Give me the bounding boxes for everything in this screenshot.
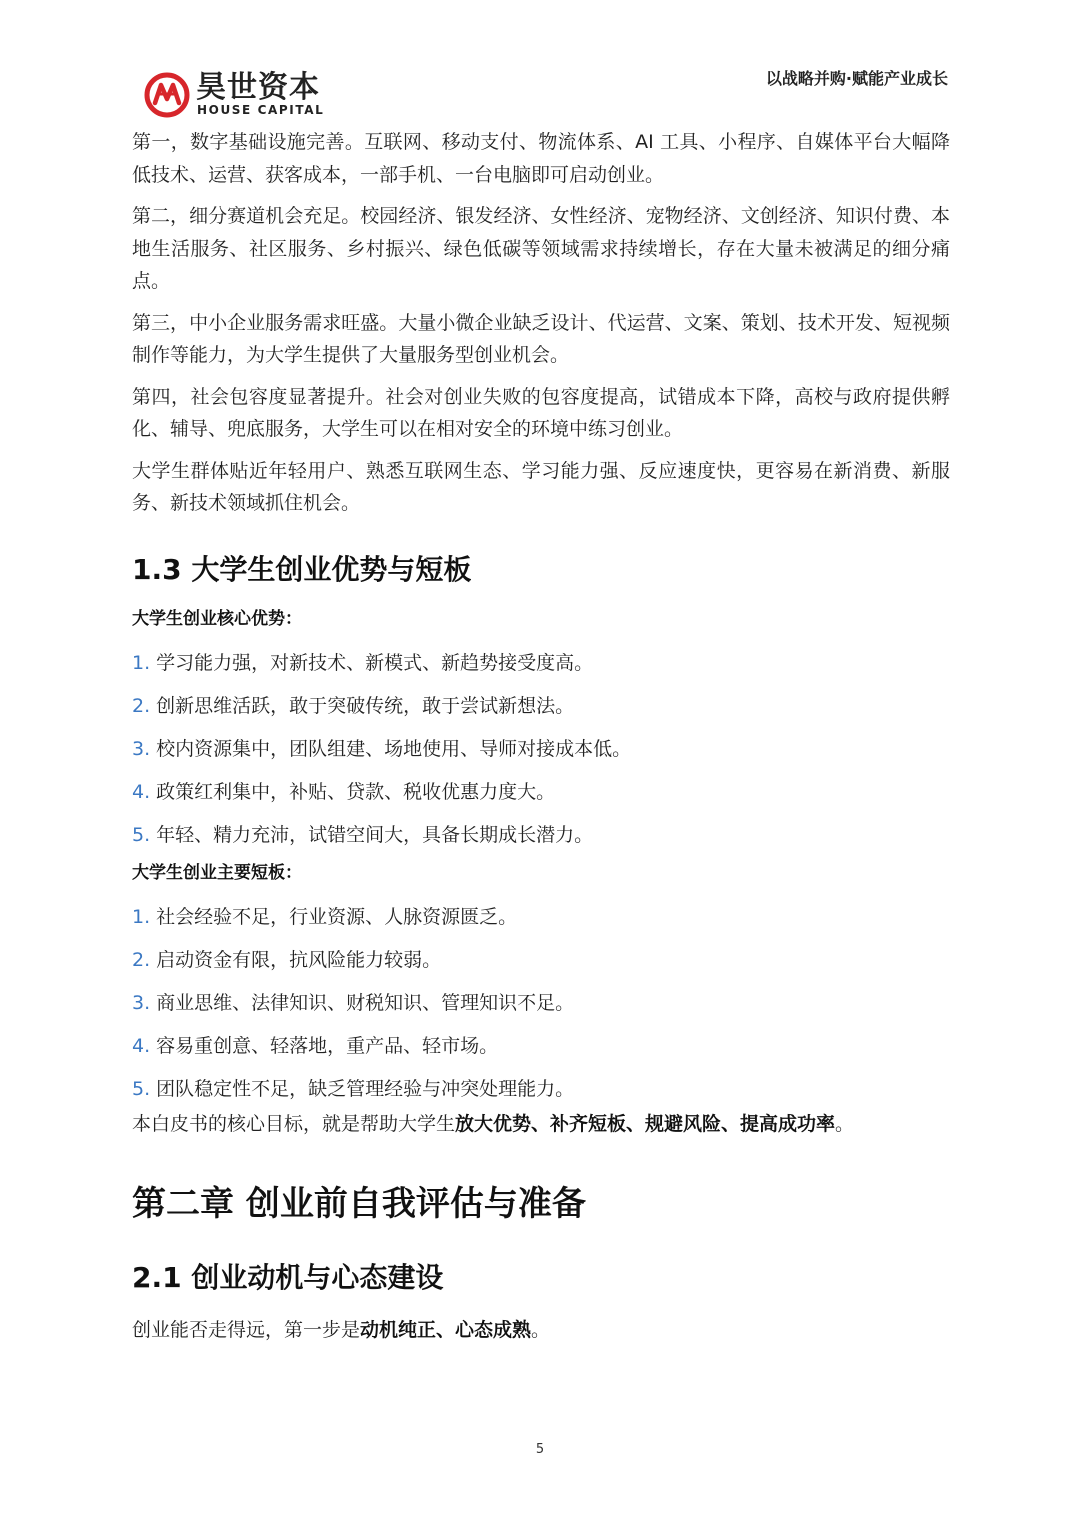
- list-text: 商业思维、法律知识、财税知识、管理知识不足。: [156, 991, 575, 1014]
- logo-english-name: HOUSE CAPITAL: [197, 103, 325, 117]
- list-item: [132, 945, 950, 975]
- list-item: [132, 902, 950, 932]
- list-number: 1.: [132, 905, 151, 928]
- paragraph-fourth-point: 第四，社会包容度显著提升。社会对创业失败的包容度提高，试错成本下降，高校与政府提供孵化、辅导、兜底服务，大学生可以在相对安全的环境中练习创业。: [132, 385, 950, 440]
- list-item: [132, 777, 950, 807]
- list-number: 3.: [132, 737, 151, 760]
- house-capital-logo: [144, 72, 324, 118]
- goal-prefix: 本白皮书的核心目标，就是帮助大学生: [132, 1112, 456, 1135]
- intro-suffix: 。: [531, 1319, 551, 1341]
- list-text: 容易重创意、轻落地，重产品、轻市场。: [156, 1034, 499, 1057]
- list-number: 2.: [132, 694, 151, 717]
- goal-emphasis: 放大优势、补齐短板、规避风险、提高成功率: [455, 1112, 836, 1135]
- list-text: 年轻、精力充沛，试错空间大，具备长期成长潜力。: [156, 823, 594, 846]
- paragraph-summary: 大学生群体贴近年轻用户、熟悉互联网生态、学习能力强、反应速度快，更容易在新消费、新服务、新技术领域抓住机会。: [132, 459, 950, 514]
- weaknesses-heading: 大学生创业主要短板：: [132, 862, 302, 883]
- list-number: 4.: [132, 780, 151, 803]
- weaknesses-list: [132, 902, 950, 1104]
- list-text: 启动资金有限，抗风险能力较弱。: [156, 948, 442, 971]
- list-text: 学习能力强，对新技术、新模式、新趋势接受度高。: [156, 651, 594, 674]
- list-text: 校内资源集中，团队组建、场地使用、导师对接成本低。: [156, 737, 632, 760]
- section-2-1-intro: [132, 1314, 950, 1347]
- header-tagline: 以战略并购·赋能产业成长: [765, 69, 948, 88]
- page-number: 5: [535, 1442, 545, 1457]
- paragraph-third-point: 第三，中小企业服务需求旺盛。大量小微企业缺乏设计、代运营、文案、策划、技术开发、短视频制作等能力，为大学生提供了大量服务型创业机会。: [132, 311, 950, 366]
- intro-prefix: 创业能否走得远，第一步是: [132, 1319, 361, 1341]
- advantages-list: [132, 648, 950, 850]
- document-body: [132, 126, 950, 1356]
- paragraph-first-point: 第一，数字基础设施完善。互联网、移动支付、物流体系、AI 工具、小程序、自媒体平台大幅降低技术、运营、获客成本，一部手机、一台电脑即可启动创业。: [132, 131, 950, 186]
- section-2-1-heading: 2.1 创业动机与心态建设: [132, 1261, 444, 1294]
- logo-emblem-icon: [144, 72, 190, 118]
- list-number: 1.: [132, 651, 151, 674]
- list-text: 社会经验不足，行业资源、人脉资源匮乏。: [156, 905, 518, 928]
- list-item: [132, 820, 950, 850]
- list-item: [132, 734, 950, 764]
- intro-emphasis: 动机纯正、心态成熟: [360, 1319, 532, 1341]
- goal-suffix: 。: [835, 1112, 855, 1135]
- list-item: [132, 988, 950, 1018]
- list-item: [132, 648, 950, 678]
- list-number: 5.: [132, 1077, 151, 1100]
- list-item: [132, 691, 950, 721]
- list-item: [132, 1074, 950, 1104]
- section-1-3-heading: 1.3 大学生创业优势与短板: [132, 552, 472, 586]
- logo-chinese-name: 昊世资本: [196, 70, 320, 105]
- list-text: 政策红利集中，补贴、贷款、税收优惠力度大。: [156, 780, 556, 803]
- paragraph-second-point: 第二，细分赛道机会充足。校园经济、银发经济、女性经济、宠物经济、文创经济、知识付费、本地生活服务、社区服务、乡村振兴、绿色低碳等领域需求持续增长，存在大量未被满足的细分痛点。: [132, 205, 950, 292]
- list-number: 5.: [132, 823, 151, 846]
- list-number: 4.: [132, 1034, 151, 1057]
- chapter-2-heading: 第二章 创业前自我评估与准备: [132, 1184, 586, 1224]
- advantages-heading: 大学生创业核心优势：: [132, 608, 302, 629]
- list-item: [132, 1031, 950, 1061]
- list-text: 团队稳定性不足，缺乏管理经验与冲突处理能力。: [156, 1077, 575, 1100]
- whitepaper-goal: [132, 1108, 950, 1141]
- list-number: 3.: [132, 991, 151, 1014]
- list-number: 2.: [132, 948, 151, 971]
- list-text: 创新思维活跃，敢于突破传统，敢于尝试新想法。: [156, 694, 575, 717]
